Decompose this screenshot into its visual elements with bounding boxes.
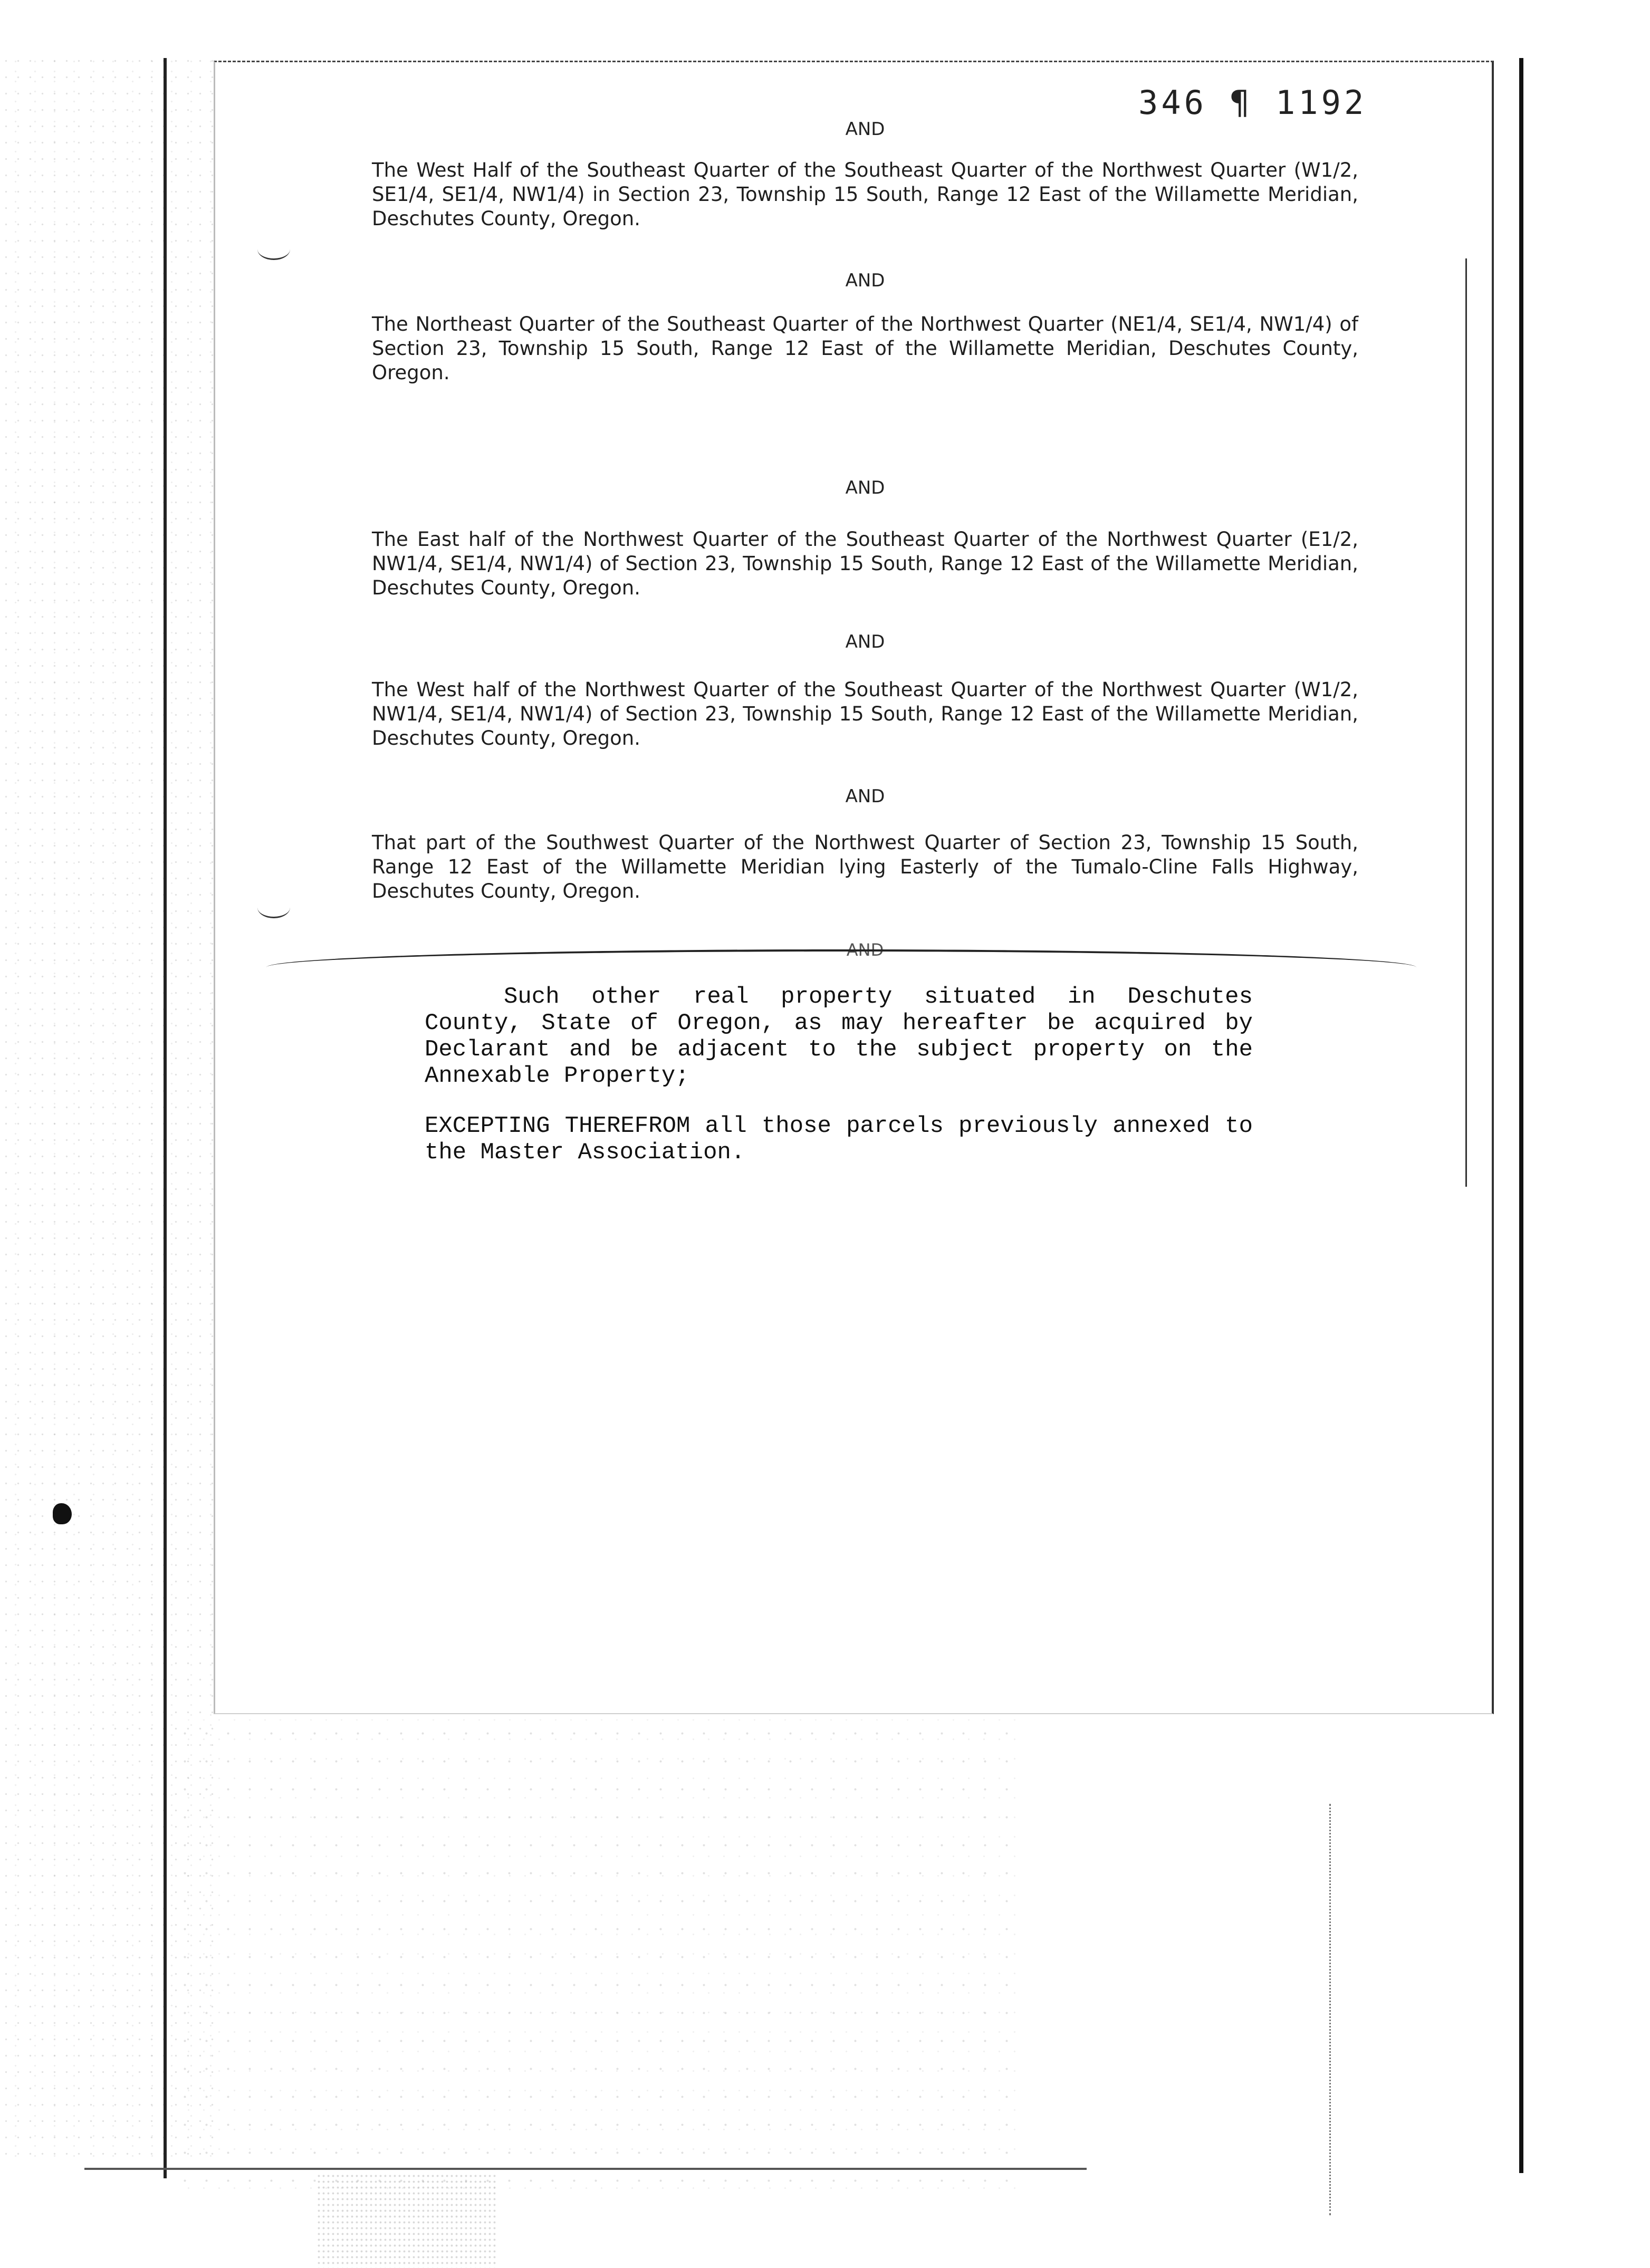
legal-description-paragraph: The West Half of the Southeast Quarter of the Southeast Quarter of the Northwest Quarter (W1/2, SE1/4, SE1/4, NW1/4) in Section 23, Township 15 South, Range 12 East of the Willamette Meridian, Deschutes County, Oregon. (372, 159, 1358, 230)
legal-description-paragraph: That part of the Southwest Quarter of the Northwest Quarter of Section 23, Township 15 South, Range 12 East of the Willamette Meridian lying Easterly of the Tumalo-Cline Falls Highway, Deschutes County, Oregon. (372, 831, 1358, 902)
margin-mark (257, 897, 290, 918)
legal-description-paragraph: The West half of the Northwest Quarter of the Southeast Quarter of the Northwest Quarter (W1/2, NW1/4, SE1/4, NW1/4) of Section 23, Township 15 South, Range 12 East of the Willamette Meridian, Deschutes County, Oregon. (372, 678, 1358, 749)
page-edge-right (1519, 58, 1523, 2173)
ink-blot (53, 1503, 72, 1524)
margin-rule (1465, 258, 1467, 1187)
and-separator: AND (845, 631, 885, 652)
and-separator: AND (845, 270, 885, 291)
scan-noise-tab (316, 2173, 496, 2268)
document-number: 346 ¶ 1192 (1138, 83, 1367, 122)
legal-description-paragraph: The East half of the Northwest Quarter of the Southeast Quarter of the Northwest Quarter (E1/2, NW1/4, SE1/4, NW1/4) of Section 23, Township 15 South, Range 12 East of the Willamette Meridian, Deschutes County, Oregon. (372, 528, 1358, 599)
typed-paragraph: Such other real property situated in Deschutes County, State of Oregon, as may hereafter be acquired by Declarant and be adjacent to the subject property on the Annexable Property; (425, 984, 1253, 1089)
scan-noise-bottom (174, 1719, 1018, 2194)
scan-artifact-line (1329, 1804, 1332, 2215)
and-separator: AND (845, 786, 885, 807)
legal-description-paragraph: The Northeast Quarter of the Southeast Quarter of the Northwest Quarter (NE1/4, SE1/4, NW1/4) of Section 23, Township 15 South, Range 12 East of the Willamette Meridian, Deschutes County, Oregon. (372, 313, 1358, 384)
page-edge-bottom (84, 2168, 1087, 2170)
and-separator: AND (845, 477, 885, 498)
and-separator: AND (845, 119, 885, 140)
margin-mark (257, 238, 290, 260)
page-edge-left (164, 58, 167, 2178)
struck-and-label: AND (846, 940, 884, 960)
typed-paragraph: EXCEPTING THEREFROM all those parcels previously annexed to the Master Association. (425, 1113, 1253, 1166)
